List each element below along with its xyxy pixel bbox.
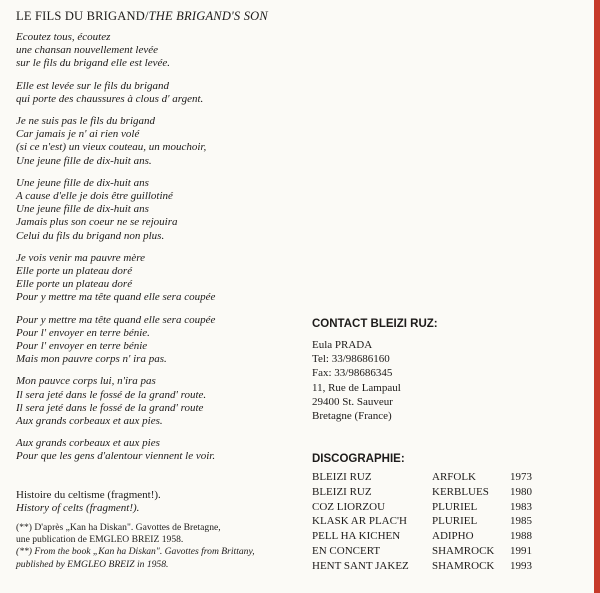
- poem-line: Jamais plus son coeur ne se rejouira: [16, 216, 178, 229]
- discography-row: [312, 471, 552, 486]
- release-year: 1973: [510, 471, 532, 483]
- poem-line: une chansan nouvellement levée: [16, 44, 159, 57]
- release-year: 1980: [510, 485, 532, 498]
- discography-row: [312, 530, 552, 545]
- album-title: COZ LIORZOU: [312, 500, 386, 513]
- discography-block: [312, 453, 552, 575]
- discography-row: [312, 501, 552, 516]
- release-year: 1985: [510, 515, 532, 528]
- discography-row: [312, 515, 552, 530]
- title-separator: /: [144, 9, 149, 23]
- poem-line: sur le fils du brigand elle est levée.: [16, 57, 170, 70]
- release-year: 1991: [510, 544, 532, 557]
- stanza: [16, 437, 306, 463]
- record-label: KERBLUES: [432, 485, 489, 498]
- contact-line: Fax: 33/98686345: [312, 367, 393, 380]
- stanza: [16, 375, 306, 428]
- record-label: ADIPHO: [432, 530, 474, 543]
- discography-row: [312, 545, 552, 560]
- red-edge-border: [594, 0, 600, 593]
- source-notes: [16, 522, 255, 571]
- poem-line: Car jamais je n' ai rien volé: [16, 128, 140, 141]
- contact-line: Eula PRADA: [312, 339, 373, 351]
- record-label: SHAMROCK: [432, 544, 495, 557]
- poem-line: Mon pauvce corps lui, n'ira pas: [16, 375, 156, 388]
- song-title: [16, 9, 268, 24]
- poem-line: Pour y mettre ma tête quand elle sera coupée: [16, 291, 216, 304]
- song-title-french: LE FILS DU BRIGAND: [16, 9, 145, 23]
- discography-row: [312, 560, 552, 575]
- poem-line: Mais mon pauvre corps n' ira pas.: [16, 353, 167, 366]
- poem-line: Elle porte un plateau doré: [16, 265, 133, 278]
- poem-line: (si ce n'est) un vieux couteau, un mouchoir,: [16, 141, 207, 154]
- poem-line: Je vois venir ma pauvre mère: [16, 251, 145, 264]
- contact-line: 29400 St. Sauveur: [312, 395, 393, 408]
- stanza: [16, 252, 306, 305]
- source-note-french-1: (**) D'après „Kan ha Diskan". Gavottes de Bretagne,: [16, 522, 221, 533]
- poem-line: Une jeune fille de dix-huit ans: [16, 203, 149, 216]
- stanza: [16, 31, 306, 71]
- stanza: [16, 115, 306, 168]
- contact-lines: [312, 338, 438, 423]
- contact-line: Tel: 33/98686160: [312, 353, 390, 366]
- poem-line: qui porte des chaussures à clous d' argent.: [16, 92, 204, 105]
- poem-line: Celui du fils du brigand non plus.: [16, 229, 165, 242]
- poem-line: Une jeune fille de dix-huit ans: [16, 176, 149, 189]
- poem-line: Il sera jeté dans le fossé de la grand' route.: [16, 388, 207, 401]
- record-label: PLURIEL: [432, 500, 478, 513]
- release-year: 1983: [510, 500, 532, 513]
- album-title: BLEIZI RUZ: [312, 471, 372, 483]
- source-note-english-2: published by EMGLEO BREIZ in 1958.: [16, 558, 169, 570]
- history-caption-french: Histoire du celtisme (fragment!).: [16, 489, 161, 501]
- poem-line: Une jeune fille de dix-huit ans.: [16, 154, 152, 167]
- contact-block: [312, 318, 438, 423]
- poem-line: Il sera jeté dans le fossé de la grand' route: [16, 401, 204, 414]
- song-title-english: THE BRIGAND'S SON: [148, 9, 268, 23]
- album-title: EN CONCERT: [312, 544, 381, 557]
- poem-line: Pour l' envoyer en terre bénie.: [16, 326, 150, 339]
- poem-line: Je ne suis pas le fils du brigand: [16, 115, 156, 128]
- discography-row: [312, 486, 552, 501]
- album-title: PELL HA KICHEN: [312, 530, 401, 543]
- poem-line: Pour y mettre ma tête quand elle sera coupée: [16, 313, 216, 326]
- discography-table: [312, 471, 552, 575]
- source-note-english-1: (**) From the book „Kan ha Diskan". Gavottes from Brittany,: [16, 546, 255, 558]
- poem-line: Pour que les gens d'alentour viennent le voir.: [16, 450, 216, 463]
- poem-line: Pour l' envoyer en terre bénie: [16, 340, 148, 353]
- album-title: HENT SANT JAKEZ: [312, 559, 409, 572]
- poem-line: Elle est levée sur le fils du brigand: [16, 79, 170, 92]
- contact-heading: CONTACT BLEIZI RUZ:: [312, 318, 438, 330]
- source-note-french-2: une publication de EMGLEO BREIZ 1958.: [16, 534, 184, 546]
- discography-heading: DISCOGRAPHIE:: [312, 453, 405, 465]
- record-label: PLURIEL: [432, 515, 478, 528]
- release-year: 1993: [510, 559, 532, 572]
- poem-line: Elle porte un plateau doré: [16, 278, 133, 291]
- history-caption-english: History of celts (fragment!).: [16, 502, 140, 514]
- album-title: KLASK AR PLAC'H: [312, 515, 407, 528]
- history-caption: [16, 489, 161, 515]
- poem-line: Aux grands corbeaux et aux pies.: [16, 415, 163, 428]
- stanza: [16, 80, 306, 106]
- poem-line: Aux grands corbeaux et aux pies: [16, 437, 160, 450]
- poem-lyrics: [16, 31, 306, 473]
- contact-line: Bretagne (France): [312, 410, 392, 423]
- stanza: [16, 177, 306, 243]
- stanza: [16, 314, 306, 367]
- release-year: 1988: [510, 530, 532, 543]
- record-label: ARFOLK: [432, 471, 477, 483]
- album-title: BLEIZI RUZ: [312, 485, 372, 498]
- poem-line: Ecoutez tous, écoutez: [16, 31, 111, 43]
- record-label: SHAMROCK: [432, 559, 495, 572]
- contact-line: 11, Rue de Lampaul: [312, 381, 401, 394]
- poem-line: A cause d'elle je dois être guillotiné: [16, 190, 173, 203]
